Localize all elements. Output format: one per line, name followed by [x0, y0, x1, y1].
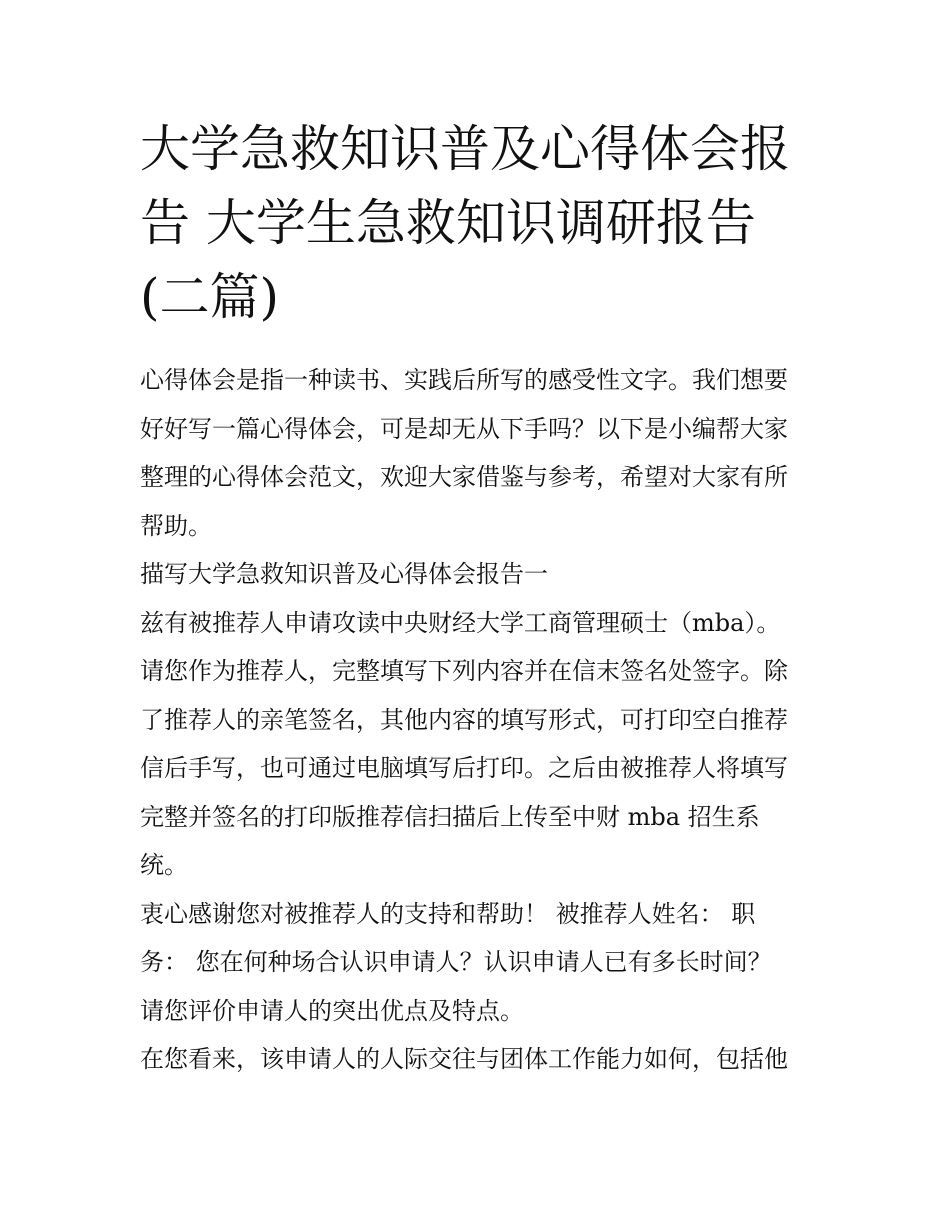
body-line: 好好写一篇心得体会，可是却无从下手吗？以下是小编帮大家 — [140, 414, 788, 443]
body-line: 信后手写，也可通过电脑填写后打印。之后由被推荐人将填写 — [140, 754, 788, 782]
body-line: 统。 — [140, 851, 188, 879]
body-line: 兹有被推荐人申请攻读中央财经大学工商管理硕士（mba）。 — [140, 608, 781, 637]
body-line: 衷心感谢您对被推荐人的支持和帮助！ 被推荐人姓名： 职 — [140, 899, 756, 928]
title-line: 告 大学生急救知识调研报告 — [140, 194, 756, 252]
title-line: (二篇) — [140, 268, 280, 326]
section-heading: 描写大学急救知识普及心得体会报告一 — [140, 560, 548, 588]
document-body — [140, 356, 820, 1084]
body-line: 完整并签名的打印版推荐信扫描后上传至中财 mba 招生系 — [140, 802, 760, 831]
body-line: 心得体会是指一种读书、实践后所写的感受性文字。我们想要 — [140, 366, 788, 394]
body-line: 在您看来，该申请人的人际交往与团体工作能力如何，包括他 — [140, 1045, 788, 1073]
body-line: 请您作为推荐人，完整填写下列内容并在信末签名处签字。除 — [140, 657, 788, 685]
document-title — [140, 112, 820, 334]
body-line: 务： 您在何种场合认识申请人？认识申请人已有多长时间？ — [140, 948, 772, 976]
body-line: 了推荐人的亲笔签名，其他内容的填写形式，可打印空白推荐 — [140, 705, 788, 734]
title-line: 大学急救知识普及心得体会报 — [140, 120, 790, 178]
body-line: 帮助。 — [140, 511, 212, 540]
body-line: 请您评价申请人的突出优点及特点。 — [140, 996, 524, 1025]
body-line: 整理的心得体会范文，欢迎大家借鉴与参考，希望对大家有所 — [140, 463, 788, 491]
